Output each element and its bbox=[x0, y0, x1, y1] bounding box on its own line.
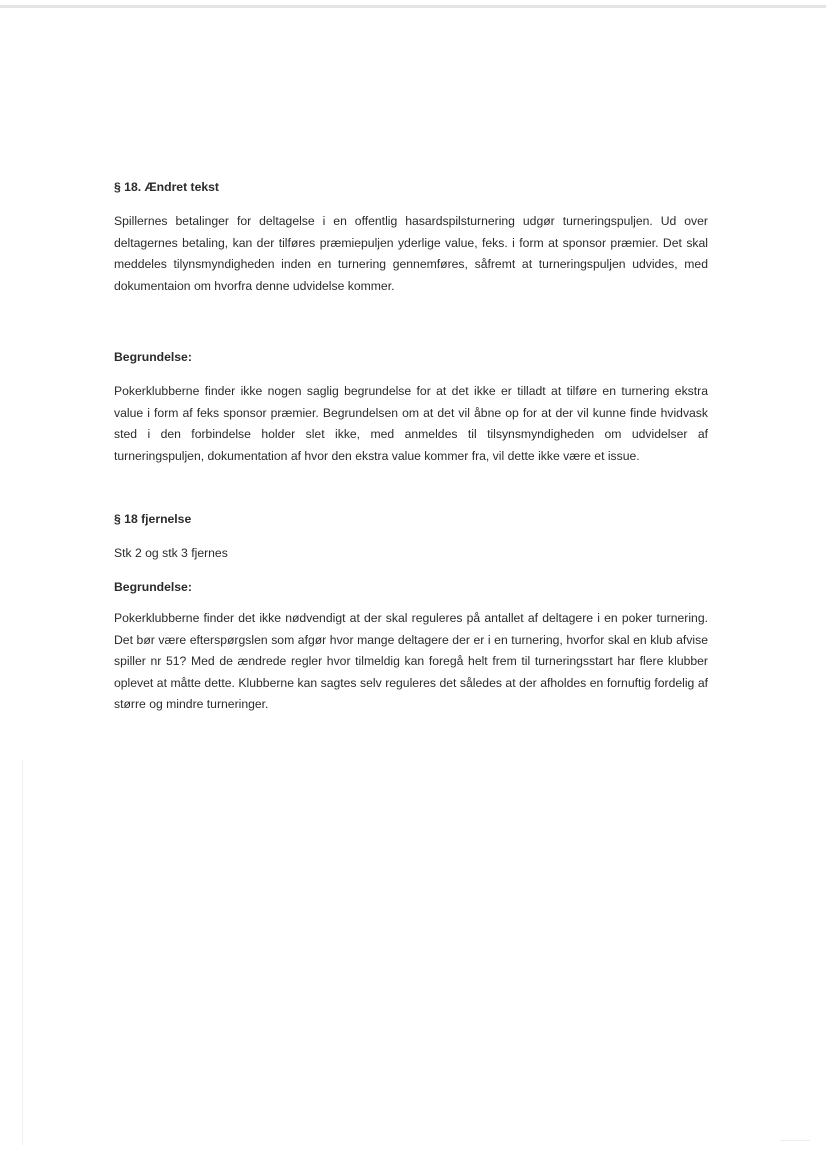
section-heading-fjernelse: § 18 fjernelse bbox=[114, 512, 192, 526]
section-paragraph-begrundelse-1: Pokerklubberne finder ikke nogen saglig begrundelse for at det ikke er tilladt at tilføre en turnering ekstra value i form af feks sponsor præmier. Begrundelsen om at det vil åbne op for at der vil kunne finde hvidvask sted i den forbindelse holder slet ikke, med anmeldes til tilsynsmyndigheden om udvidelser af turneringspuljen, dokumentation af hvor den ekstra value kommer fra, vil dette ikke være et issue. bbox=[114, 384, 708, 463]
section-line-stk-fjernes: Stk 2 og stk 3 fjernes bbox=[114, 546, 228, 560]
document-body bbox=[114, 178, 708, 716]
section-heading-aendret-tekst: § 18. Ændret tekst bbox=[114, 180, 219, 194]
scan-left-edge bbox=[22, 760, 23, 1145]
section-heading-begrundelse-2: Begrundelse: bbox=[114, 580, 192, 594]
scan-bottom-mark bbox=[780, 1140, 810, 1141]
section-paragraph-begrundelse-2: Pokerklubberne finder det ikke nødvendigt at der skal reguleres på antallet af deltagere i en poker turnering. Det bør være efterspørgslen som afgør hvor mange deltagere der er i en turnering, hvorfor skal en klub afvise spiller nr 51? Med de ændrede regler hvor tilmeldig kan foregå helt frem til turneringsstart har flere klubber oplevet at måtte dette. Klubberne kan sagtes selv reguleres det således at der afholdes en fornuftig fordelig af større og mindre turneringer. bbox=[114, 611, 708, 711]
section-paragraph-aendret-tekst: Spillernes betalinger for deltagelse i en offentlig hasardspilsturnering udgør turneringspuljen. Ud over deltagernes betaling, kan der tilføres præmiepuljen yderlige value, feks. i form at sponsor præmier. Det skal meddeles tilynsmyndigheden inden en turnering gennemføres, såfremt at turneringspuljen udvides, med dokumentaion om hvorfra denne udvidelse kommer. bbox=[114, 214, 708, 293]
section-heading-begrundelse-1: Begrundelse: bbox=[114, 350, 192, 364]
page-top-edge bbox=[0, 5, 826, 8]
